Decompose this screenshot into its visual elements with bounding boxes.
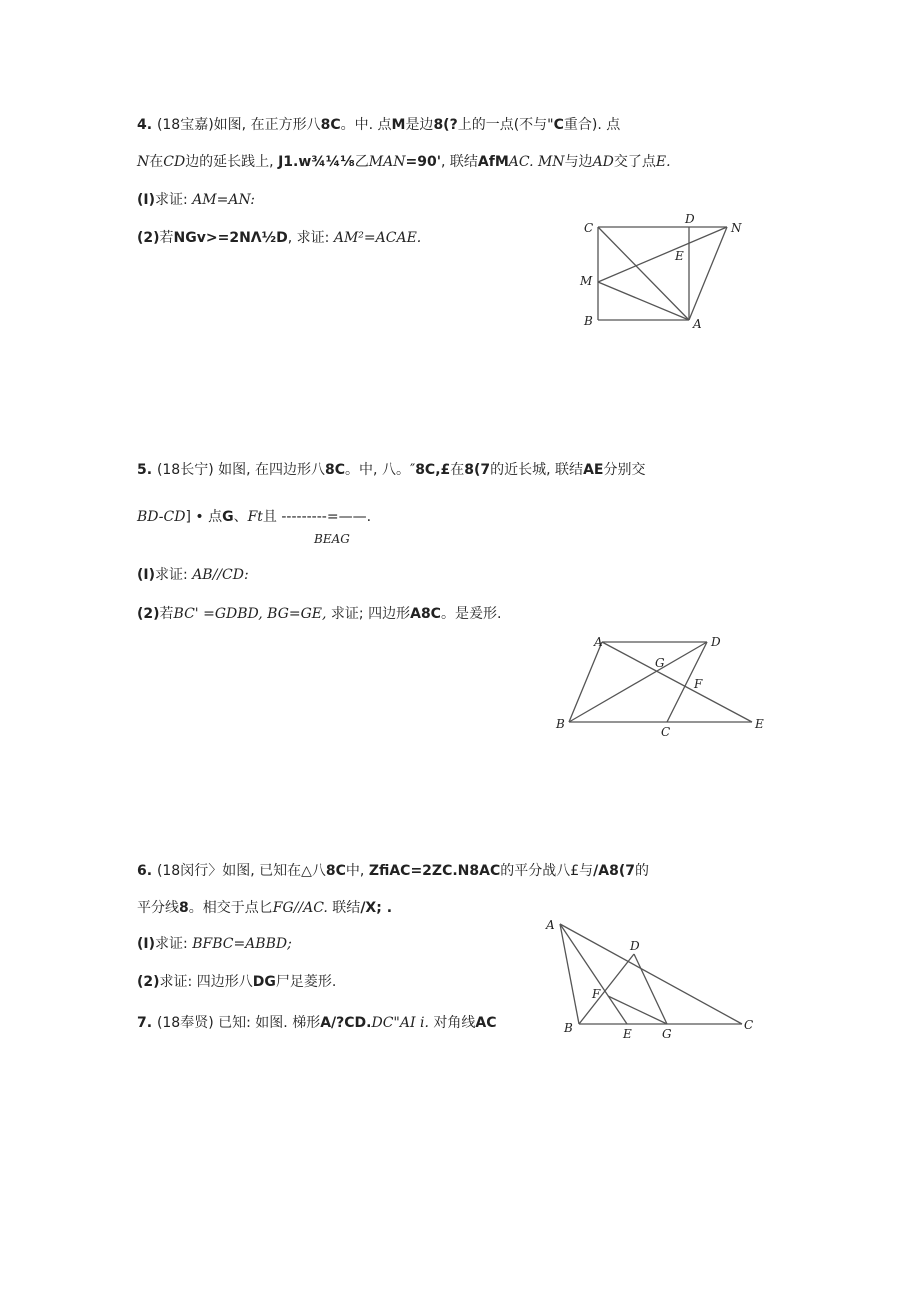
text-run: , 求证: bbox=[287, 230, 334, 246]
text-run: ZfiAC=2ZC.N8AC bbox=[368, 863, 501, 879]
text-run: DG bbox=[252, 974, 276, 990]
label-C: C bbox=[744, 1018, 754, 1032]
segment-AC bbox=[560, 924, 742, 1024]
q4-line-1 bbox=[137, 116, 620, 134]
text-run: 8(? bbox=[433, 117, 458, 133]
label-N: N bbox=[731, 221, 742, 235]
text-run: 上的一点(不与" bbox=[457, 117, 554, 133]
text-run: 联结 bbox=[327, 900, 361, 916]
label-B: B bbox=[556, 717, 565, 731]
q5-part-2 bbox=[137, 605, 501, 623]
text-run: (18长宁) 如图, 在四边形八 bbox=[156, 462, 326, 478]
text-run: E. bbox=[655, 154, 671, 170]
label-D: D bbox=[711, 635, 721, 649]
q5-fraction-denominator: BEAG bbox=[314, 532, 350, 546]
label-G: G bbox=[662, 1027, 672, 1041]
text-run: (I) bbox=[137, 936, 156, 952]
text-run: 求证: 四边形八 bbox=[159, 974, 253, 990]
label-B: B bbox=[584, 314, 593, 328]
text-run: 的 bbox=[635, 863, 649, 879]
text-run: 8 bbox=[179, 900, 189, 916]
label-D: D bbox=[685, 212, 695, 226]
label-E: E bbox=[623, 1027, 632, 1041]
text-run: 。中. 点 bbox=[340, 117, 392, 133]
text-run: (2) bbox=[137, 230, 160, 246]
q6-part-1 bbox=[137, 935, 292, 953]
segment-AB bbox=[569, 642, 602, 722]
text-run: /X; . bbox=[360, 900, 393, 916]
label-A: A bbox=[546, 918, 555, 932]
text-run: , 联结 bbox=[440, 154, 478, 170]
text-run: 且 ---------=——. bbox=[262, 509, 372, 525]
text-run: =90' bbox=[405, 154, 441, 170]
text-run: NGv>=2NΛ½D bbox=[173, 230, 288, 246]
label-A: A bbox=[693, 317, 702, 331]
text-run: 边的延长践上, bbox=[185, 154, 279, 170]
text-run: 。相交于点匕 bbox=[188, 900, 273, 916]
text-run: AC. MN bbox=[508, 154, 565, 170]
segment-DG bbox=[634, 954, 667, 1024]
label-F: F bbox=[592, 987, 601, 1001]
text-run: 若 bbox=[159, 606, 174, 622]
q5-part-1 bbox=[137, 566, 249, 584]
text-run: 乙 bbox=[354, 154, 369, 170]
text-run: 求证: bbox=[155, 567, 193, 583]
text-run: (18奉贤) 已知: 如图. 梯形 bbox=[156, 1015, 321, 1031]
text-run: 若 bbox=[159, 230, 174, 246]
q4-figure bbox=[575, 210, 755, 335]
text-run: BD-CD bbox=[137, 509, 186, 525]
text-run: Ft bbox=[247, 509, 263, 525]
text-run: MAN bbox=[368, 154, 406, 170]
label-F: F bbox=[694, 677, 703, 691]
text-run: AM bbox=[333, 230, 359, 246]
text-run: 5. bbox=[137, 462, 157, 478]
q5-figure bbox=[552, 630, 772, 740]
text-run: 中, bbox=[345, 863, 369, 879]
text-run: 、 bbox=[233, 509, 248, 525]
segment-CA bbox=[598, 227, 689, 320]
text-run: C bbox=[553, 117, 564, 133]
text-run: 8C,£ bbox=[415, 462, 451, 478]
text-run: 在 bbox=[450, 462, 465, 478]
label-M: M bbox=[580, 274, 593, 288]
text-run: AfM bbox=[477, 154, 509, 170]
q5-line-1 bbox=[137, 461, 645, 479]
label-G: G bbox=[655, 656, 665, 670]
text-run: FG//AC. bbox=[272, 900, 328, 916]
label-C: C bbox=[584, 221, 594, 235]
text-run: 6. bbox=[137, 863, 157, 879]
text-run: DC"AI i. bbox=[371, 1015, 429, 1031]
text-run: ² bbox=[358, 230, 364, 246]
text-run: 交了点 bbox=[613, 154, 656, 170]
label-C: C bbox=[661, 725, 671, 739]
label-E: E bbox=[755, 717, 764, 731]
text-run: 求证: bbox=[155, 192, 193, 208]
text-run: A/?CD. bbox=[320, 1015, 372, 1031]
text-run: A8C bbox=[410, 606, 441, 622]
text-run: (I) bbox=[137, 192, 156, 208]
text-run: /A8(7 bbox=[593, 863, 635, 879]
text-run: M bbox=[391, 117, 406, 133]
text-run: 的平分战八£与 bbox=[500, 863, 594, 879]
text-run: 4. bbox=[137, 117, 157, 133]
text-run: (18闵行〉如图, 已知在△八 bbox=[156, 863, 326, 879]
q7-line-1 bbox=[137, 1014, 496, 1032]
q4-part-1 bbox=[137, 191, 255, 209]
text-run: 7. bbox=[137, 1015, 157, 1031]
text-run: (2) bbox=[137, 974, 160, 990]
text-run: 8C bbox=[325, 462, 346, 478]
text-run: BFBC=ABBD; bbox=[192, 936, 292, 952]
q6-line-2 bbox=[137, 899, 392, 917]
segment-AE bbox=[602, 642, 752, 722]
label-B: B bbox=[564, 1021, 573, 1035]
label-E: E bbox=[675, 249, 684, 263]
text-run: 8(7 bbox=[464, 462, 491, 478]
text-run: 。中, 八。″ bbox=[345, 462, 416, 478]
text-run: AE bbox=[583, 462, 604, 478]
label-A: A bbox=[594, 635, 603, 649]
text-run: AD bbox=[592, 154, 614, 170]
text-run: 求证; 四边形 bbox=[326, 606, 411, 622]
text-run: 8C bbox=[325, 863, 346, 879]
text-run: AC bbox=[475, 1015, 497, 1031]
text-run: ] • 点 bbox=[185, 509, 223, 525]
q5-line-2 bbox=[137, 508, 371, 526]
text-run: 与边 bbox=[564, 154, 593, 170]
text-run: 重合). 点 bbox=[563, 117, 621, 133]
text-run: 分别交 bbox=[603, 462, 646, 478]
q4-line-2 bbox=[137, 153, 671, 171]
text-run: G bbox=[222, 509, 234, 525]
text-run: 8C bbox=[320, 117, 341, 133]
text-run: 。是爰形. bbox=[440, 606, 502, 622]
label-D: D bbox=[630, 939, 640, 953]
text-run: =ACAE. bbox=[363, 230, 422, 246]
text-run: N bbox=[137, 154, 150, 170]
q6-part-2 bbox=[137, 973, 336, 991]
text-run: (18宝嘉)如图, 在正方形八 bbox=[156, 117, 321, 133]
text-run: BC' =GDBD, BG=GE, bbox=[173, 606, 327, 622]
text-run: 是边 bbox=[405, 117, 434, 133]
text-run: AM=AN: bbox=[192, 192, 255, 208]
text-run: (2) bbox=[137, 606, 160, 622]
text-run: J1.w¾¼⅛ bbox=[278, 154, 355, 170]
text-run: (I) bbox=[137, 567, 156, 583]
text-run: 的近长城, 联结 bbox=[490, 462, 584, 478]
q6-figure bbox=[542, 912, 762, 1042]
text-run: 尸足菱形. bbox=[275, 974, 337, 990]
segment-MA bbox=[598, 282, 689, 320]
text-run: CD bbox=[163, 154, 186, 170]
text-run: 求证: bbox=[155, 936, 193, 952]
text-run: 平分线 bbox=[137, 900, 179, 916]
q4-part-2 bbox=[137, 229, 421, 247]
text-run: 在 bbox=[149, 154, 164, 170]
q6-line-1 bbox=[137, 862, 649, 880]
text-run: AB//CD: bbox=[192, 567, 249, 583]
text-run: 对角线 bbox=[428, 1015, 476, 1031]
